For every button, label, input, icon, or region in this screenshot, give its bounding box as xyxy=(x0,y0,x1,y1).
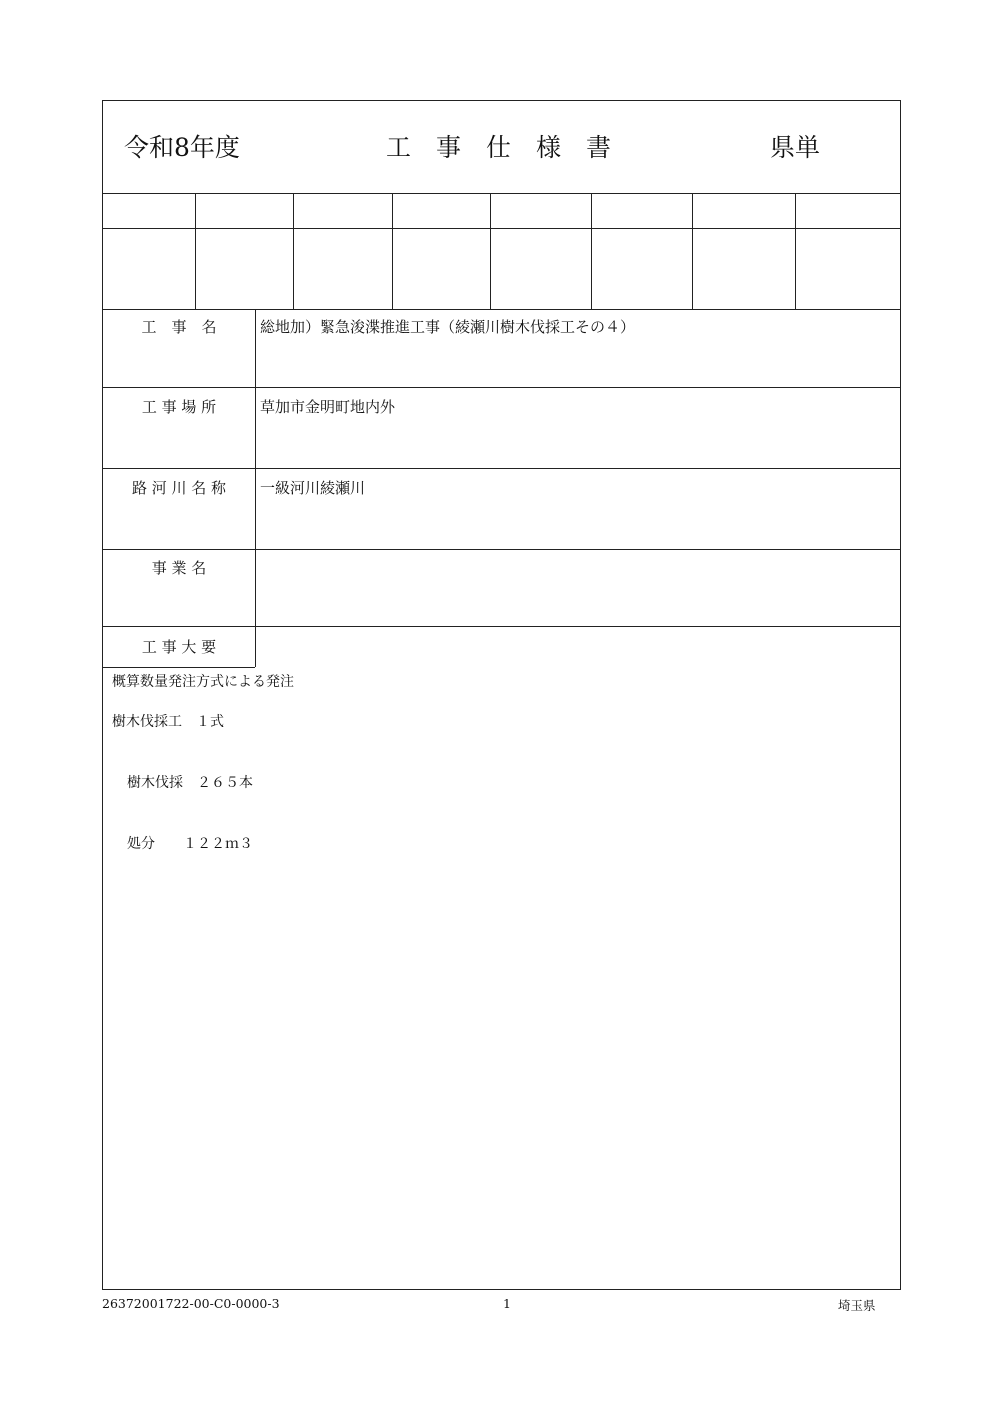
construction-name-value: 総地加）緊急浚渫推進工事（綾瀬川樹木伐採工その４） xyxy=(260,318,636,336)
stamp-grid-column xyxy=(490,193,491,309)
stamp-grid-bottom xyxy=(102,309,901,310)
stamp-grid-column xyxy=(692,193,693,309)
document-code: 26372001722-00-C0-0000-3 xyxy=(102,1296,280,1311)
document-title: 工 事 仕 様 書 xyxy=(386,133,612,162)
stamp-grid-column xyxy=(591,193,592,309)
fiscal-year: 令和8年度 xyxy=(124,133,240,162)
budget-category: 県単 xyxy=(770,133,821,162)
outline-tree-felling-count: 樹木伐採 ２６５本 xyxy=(127,775,253,791)
construction-site-value: 草加市金明町地内外 xyxy=(260,398,396,416)
stamp-grid-column xyxy=(293,193,294,309)
river-name-label: 路 河 川 名 称 xyxy=(131,479,227,497)
construction-site-label: 工 事 場 所 xyxy=(141,398,217,416)
outline-disposal-volume: 処分 １２２ｍ３ xyxy=(127,836,253,852)
construction-name-label: 工 事 名 xyxy=(141,318,217,336)
outline-order-method: 概算数量発注方式による発注 xyxy=(112,674,294,690)
river-name-value: 一級河川綾瀬川 xyxy=(260,479,366,497)
stamp-grid-divider xyxy=(102,228,901,229)
label-column-divider xyxy=(255,309,256,667)
stamp-grid-column xyxy=(795,193,796,309)
stamp-grid-column xyxy=(195,193,196,309)
outline-tree-felling-work: 樹木伐採工 １式 xyxy=(112,714,224,730)
document-frame xyxy=(102,100,901,1290)
field-divider xyxy=(102,626,901,627)
field-divider xyxy=(102,387,901,388)
page-number: 1 xyxy=(503,1296,511,1311)
project-name-label: 事 業 名 xyxy=(151,559,207,577)
issuer-name: 埼玉県 xyxy=(838,1298,876,1313)
header-divider xyxy=(102,193,901,194)
field-divider xyxy=(102,468,901,469)
stamp-grid-column xyxy=(392,193,393,309)
field-divider xyxy=(102,549,901,550)
outline-label-bottom xyxy=(102,667,255,668)
construction-outline-label: 工 事 大 要 xyxy=(141,638,217,656)
